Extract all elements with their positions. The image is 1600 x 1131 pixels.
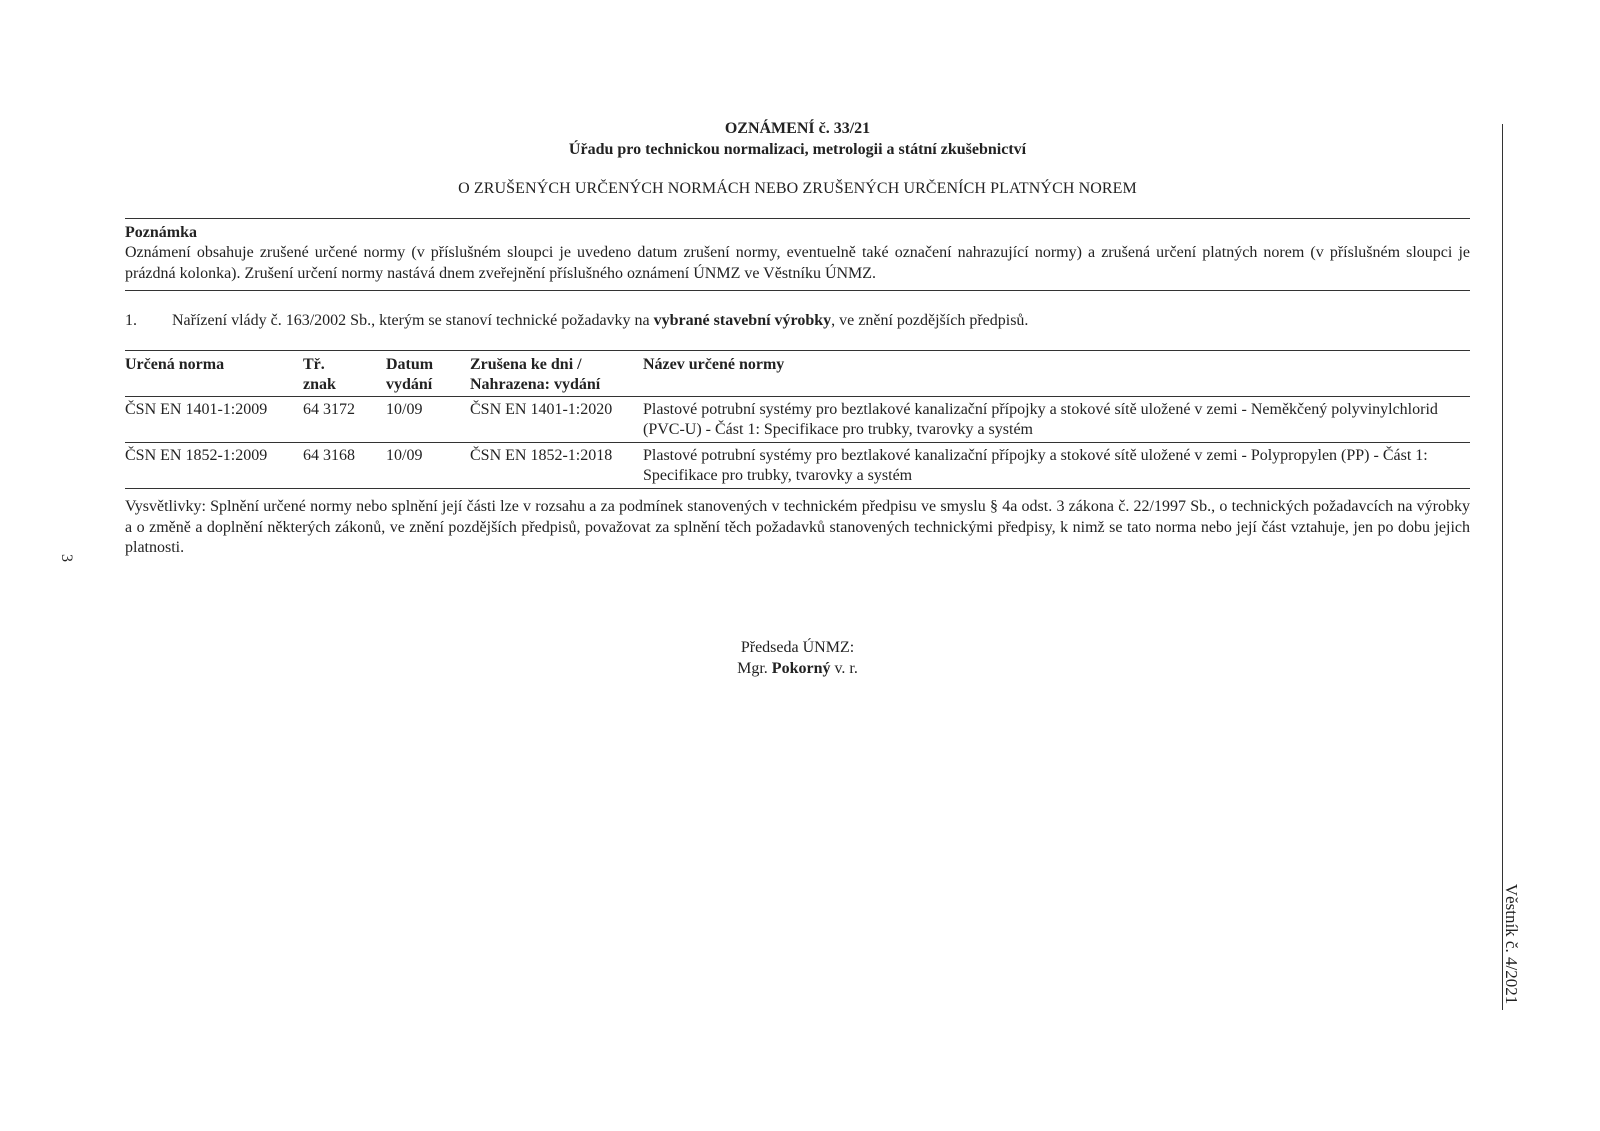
header-cancelled-line2: Nahrazena: vydání bbox=[470, 375, 601, 393]
header-cancelled bbox=[470, 351, 643, 397]
regulation-text-bold: vybrané stavební výrobky bbox=[653, 312, 832, 329]
note-section bbox=[125, 219, 1470, 290]
signature-block bbox=[125, 637, 1470, 679]
cell-date: 10/09 bbox=[386, 447, 423, 464]
header-class-line2: znak bbox=[303, 375, 336, 393]
header-class-line1: Tř. bbox=[303, 356, 325, 373]
note-divider bbox=[125, 290, 1470, 291]
regulation-number: 1. bbox=[125, 312, 137, 329]
regulation-text bbox=[172, 311, 1028, 331]
cell-cancelled: ČSN EN 1401-1:2020 bbox=[470, 401, 613, 418]
cell-class: 64 3172 bbox=[303, 401, 355, 418]
signature-title: Mgr. bbox=[737, 659, 772, 677]
header-norm: Určená norma bbox=[125, 356, 225, 373]
header-date-line2: vydání bbox=[386, 375, 433, 393]
cell-norm: ČSN EN 1852-1:2009 bbox=[125, 447, 268, 464]
header-class bbox=[303, 351, 386, 397]
cell-norm: ČSN EN 1401-1:2009 bbox=[125, 401, 268, 418]
note-heading: Poznámka bbox=[125, 224, 197, 241]
header-cancelled-line1: Zrušena ke dni / bbox=[470, 356, 582, 373]
document-subject: O ZRUŠENÝCH URČENÝCH NORMÁCH NEBO ZRUŠENÝCH URČENÍCH PLATNÝCH NOREM bbox=[458, 180, 1137, 197]
table-header-row bbox=[125, 351, 1470, 397]
regulation-text-start: Nařízení vlády č. 163/2002 Sb., kterým se stanoví technické požadavky na bbox=[172, 312, 654, 329]
header-date bbox=[386, 351, 470, 397]
norms-table bbox=[125, 350, 1470, 489]
note-text: Oznámení obsahuje zrušené určené normy (v příslušném sloupci je uvedeno datum zrušení normy, eventuelně také označení nahrazující normy) a zrušená určení platných norem (v příslušném sloupci je prázdná kolonka). Zrušení určení normy nastává dnem zveřejnění příslušného oznámení ÚNMZ ve Věstníku ÚNMZ. bbox=[125, 244, 1470, 282]
signature-line bbox=[125, 658, 1470, 679]
header-name: Název určené normy bbox=[643, 356, 785, 373]
regulation-item bbox=[125, 311, 1470, 331]
journal-label-text: Věstník č. 4/2021 bbox=[1502, 883, 1521, 1005]
signature-name: Pokorný bbox=[771, 659, 831, 677]
document-content bbox=[125, 118, 1470, 679]
regulation-text-end: , ve znění pozdějších předpisů. bbox=[831, 312, 1029, 329]
page-number bbox=[56, 548, 76, 568]
issuing-authority: Úřadu pro technickou normalizaci, metrologii a státní zkušebnictví bbox=[568, 141, 1027, 158]
cell-cancelled: ČSN EN 1852-1:2018 bbox=[470, 447, 613, 464]
cell-name: Plastové potrubní systémy pro beztlakové kanalizační přípojky a stokové sítě uložené v zemi - Polypropylen (PP) - Část 1: Specifikace pro trubky, tvarovky a systém bbox=[643, 447, 1428, 484]
explanation-text: Vysvětlivky: Splnění určené normy nebo splnění její části lze v rozsahu a za podmínek stanovených v technickém předpisu ve smyslu § 4a odst. 3 zákona č. 22/1997 Sb., o technických požadavcích na výrobky a o změně a doplnění některých zákonů, ve znění pozdějších předpisů, považovat za splnění těch požadavků stanovených technickými předpisy, k nimž se tato norma nebo její část vztahuje, jen po dobu jejich platnosti. bbox=[125, 498, 1470, 556]
header-date-line1: Datum bbox=[386, 356, 434, 373]
table-row bbox=[125, 397, 1470, 443]
journal-label bbox=[1496, 876, 1526, 1012]
cell-class: 64 3168 bbox=[303, 447, 355, 464]
document-title: OZNÁMENÍ č. 33/21 bbox=[724, 120, 871, 137]
cell-date: 10/09 bbox=[386, 401, 423, 418]
cell-name: Plastové potrubní systémy pro beztlakové kanalizační přípojky a stokové sítě uložené v zemi - Neměkčený polyvinylchlorid (PVC-U) - Část 1: Specifikace pro trubky, tvarovky a systém bbox=[643, 401, 1438, 438]
signature-role: Předseda ÚNMZ: bbox=[740, 638, 855, 656]
table-row bbox=[125, 443, 1470, 489]
signature-suffix: v. r. bbox=[830, 659, 858, 677]
page-number-text: 3 bbox=[58, 554, 75, 562]
